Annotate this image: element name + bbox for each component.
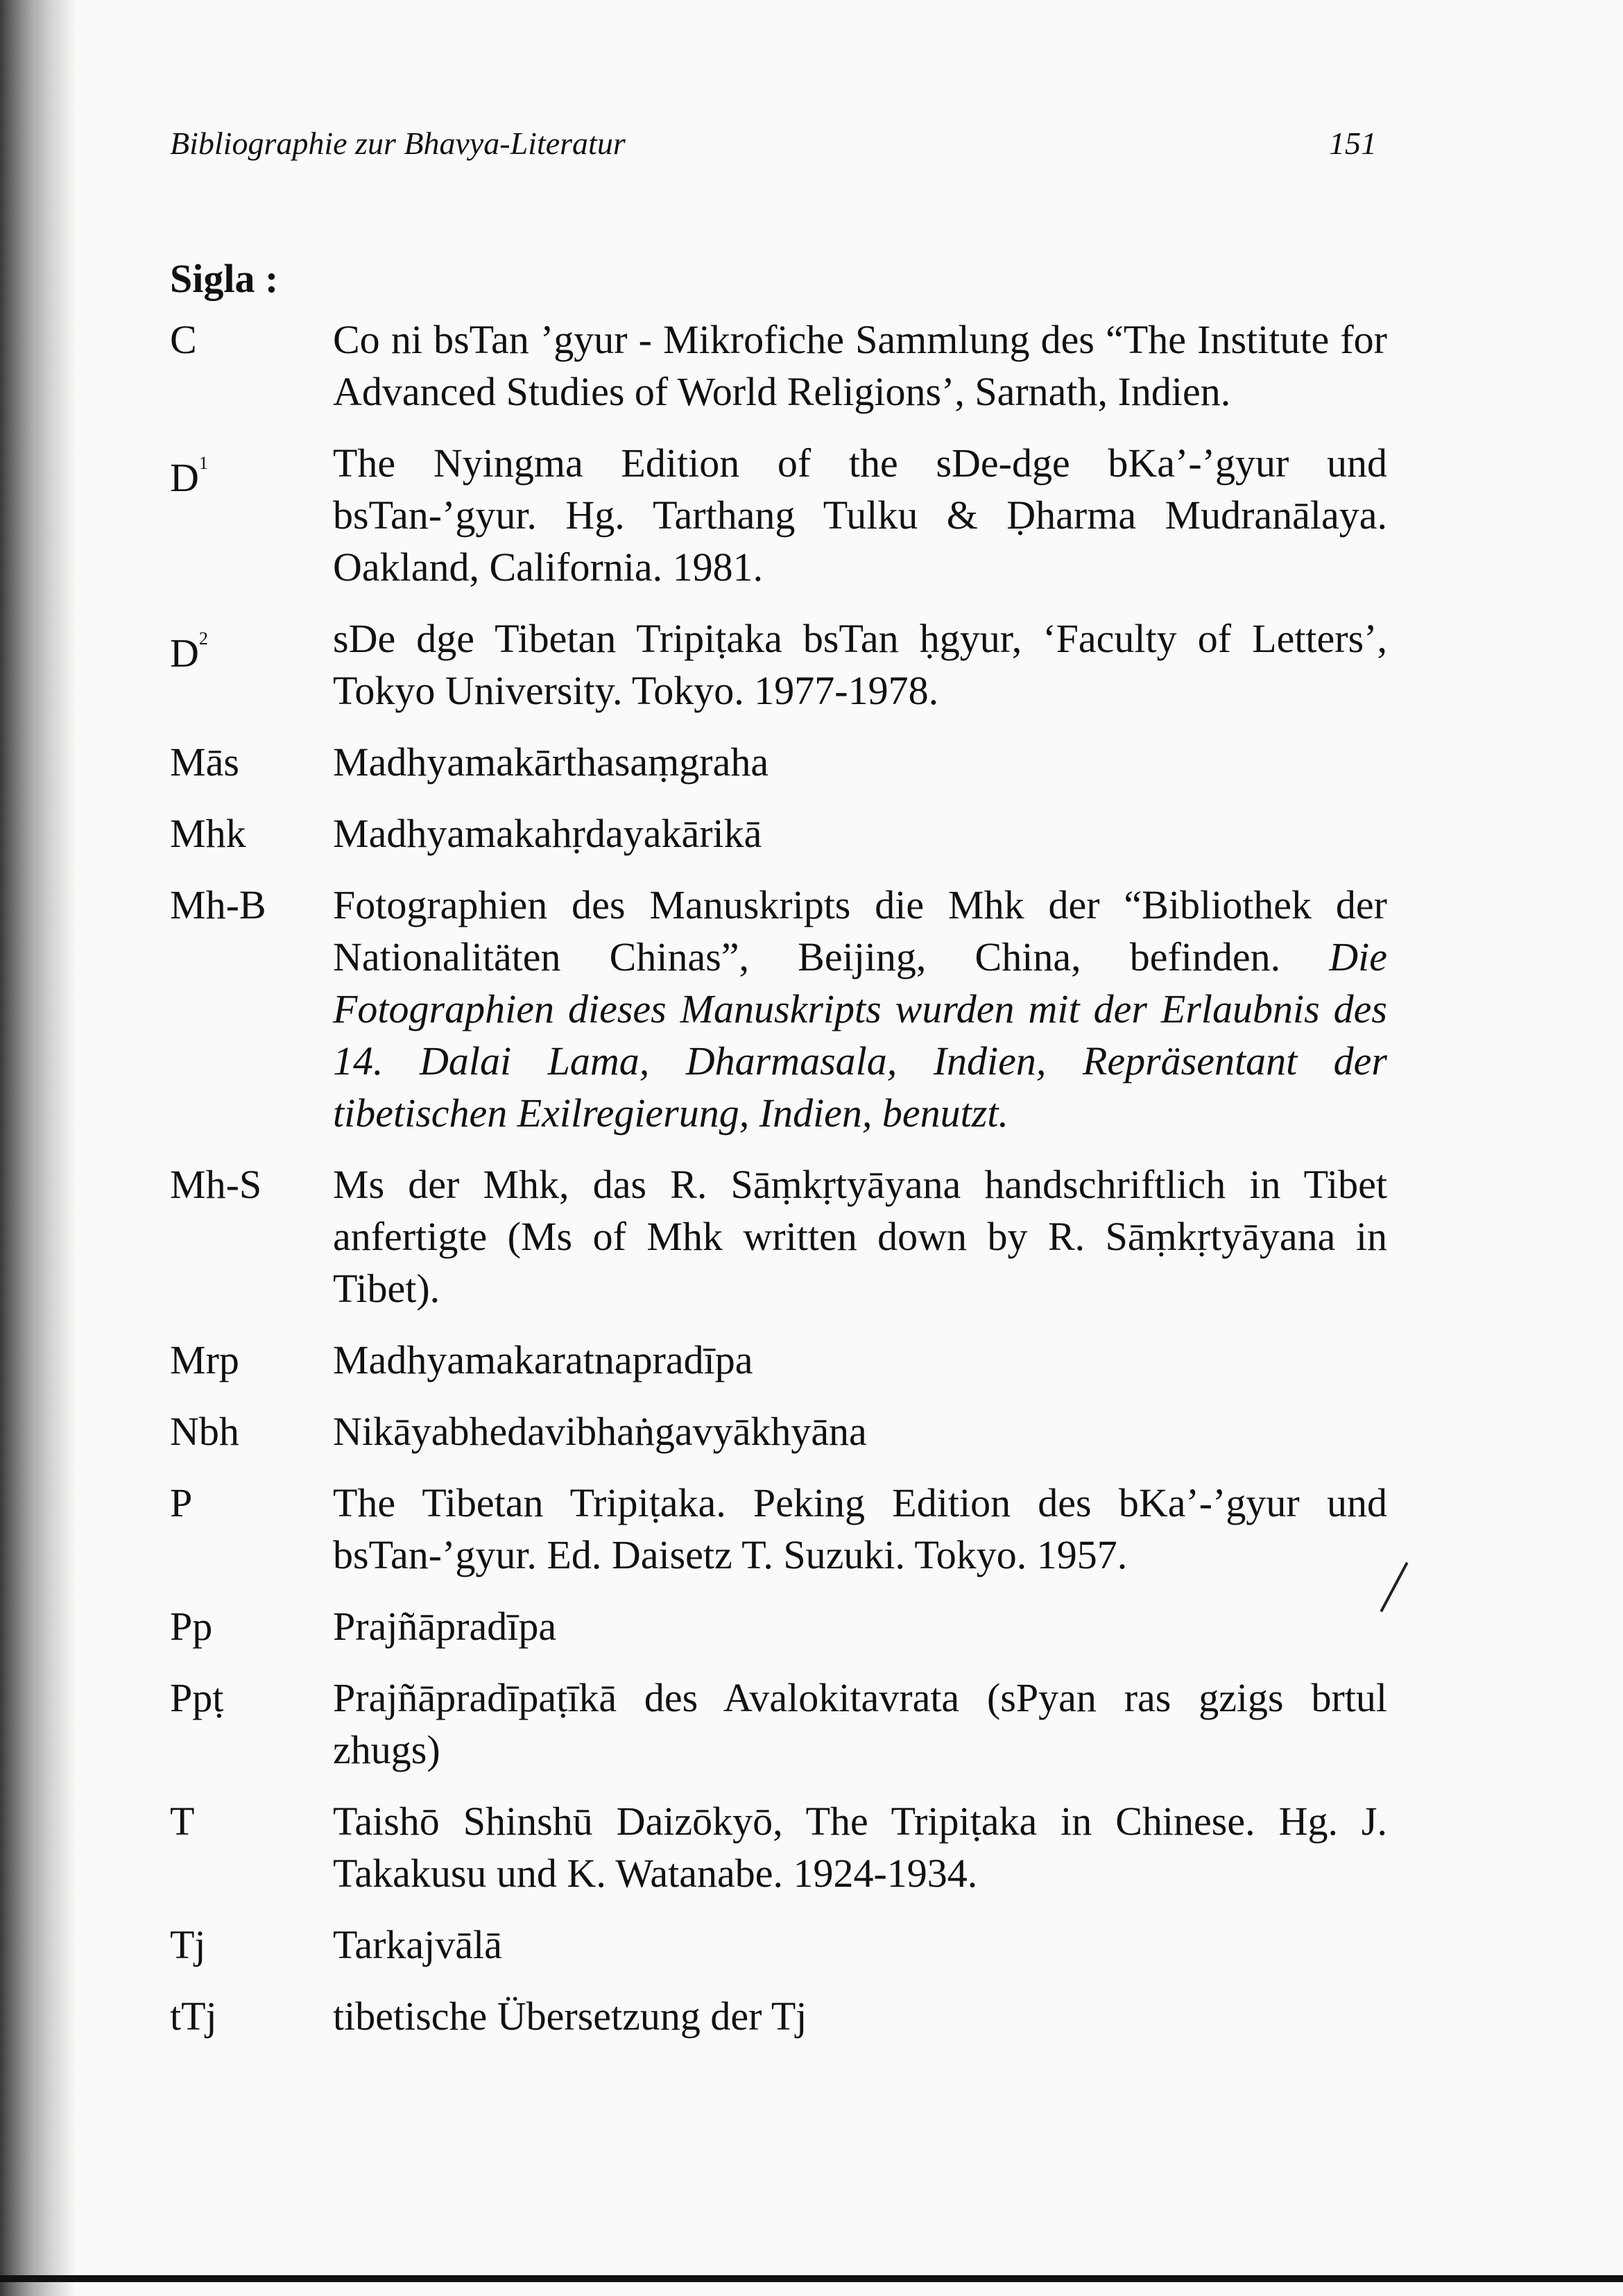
sigla-abbreviation [170,612,333,717]
abbreviation-superscript: 2 [198,628,208,649]
description-text: tibetische Übersetzung der Tj [333,1994,807,2039]
sigla-description [333,807,1387,859]
abbreviation-text: Mh-B [170,882,266,927]
description-text: Tarkajvālā [333,1922,502,1967]
sigla-description [333,1795,1387,1899]
abbreviation-text: Mrp [170,1337,239,1382]
sigla-abbreviation [170,879,333,1139]
description-italic-note: Die Fotographien dieses Manuskripts wurden mit der Erlaubnis des 14. Dalai Lama, Dharmasala, Indien, Repräsentant der tibetischen Exilregierung, Indien, benutzt. [333,934,1387,1136]
sigla-description [333,1600,1387,1652]
sigla-abbreviation [170,1158,333,1314]
sigla-abbreviation [170,1334,333,1386]
sigla-entry [170,1334,1387,1386]
sigla-abbreviation [170,314,333,418]
sigla-entry [170,1919,1387,1971]
sigla-description [333,437,1387,593]
sigla-abbreviation [170,437,333,593]
abbreviation-text: T [170,1799,195,1844]
sigla-description [333,879,1387,1139]
sigla-entry [170,1405,1387,1457]
description-text: Fotographien des Manuskripts die Mhk der “Bibliothek der Nationalitäten Chinas”, Beijing, China, befinden. [333,882,1387,979]
description-text: Madhyamakaratnapradīpa [333,1337,753,1382]
sigla-abbreviation [170,807,333,859]
sigla-entry [170,437,1387,593]
abbreviation-text: Pp [170,1604,213,1649]
sigla-description [333,1334,1387,1386]
sigla-abbreviation [170,1405,333,1457]
description-text: The Nyingma Edition of the sDe-dge bKa’-’gyur und bsTan-’gyur. Hg. Tarthang Tulku & Ḍharma Mudranālaya. Oakland, California. 1981. [333,440,1387,590]
sigla-entry [170,612,1387,717]
sigla-abbreviation [170,736,333,788]
sigla-description [333,1919,1387,1971]
abbreviation-text: Nbh [170,1409,239,1454]
description-text: Taishō Shinshū Daizōkyō, The Tripiṭaka in Chinese. Hg. J. Takakusu und K. Watanabe. 1924-1934. [333,1799,1387,1896]
abbreviation-text: Tj [170,1922,206,1967]
sigla-description [333,736,1387,788]
description-text: Madhyamakahṛdayakārikā [333,811,762,856]
page-number: 151 [1329,126,1377,161]
sigla-entry [170,879,1387,1139]
sigla-abbreviation [170,1672,333,1776]
abbreviation-text: tTj [170,1994,217,2039]
sigla-description [333,1158,1387,1314]
sigla-entry [170,736,1387,788]
abbreviation-text: Mh-S [170,1162,262,1207]
sigla-abbreviation [170,1477,333,1581]
running-head [170,125,1384,173]
abbreviation-text: D [170,455,199,500]
abbreviation-text: P [170,1480,193,1525]
sigla-description [333,1990,1387,2042]
sigla-description [333,314,1387,418]
sigla-abbreviation [170,1919,333,1971]
abbreviation-text: Ppṭ [170,1675,224,1720]
sigla-abbreviation [170,1795,333,1899]
sigla-entry [170,1990,1387,2042]
sigla-abbreviation [170,1600,333,1652]
section-heading: Sigla : [170,256,279,301]
description-text: sDe dge Tibetan Tripiṭaka bsTan ḥgyur, ‘Faculty of Letters’, Tokyo University. Tokyo. 1977-1978. [333,616,1387,713]
sigla-entry [170,807,1387,859]
description-text: The Tibetan Tripiṭaka. Peking Edition des bKa’-’gyur und bsTan-’gyur. Ed. Daisetz T. Suzuki. Tokyo. 1957. [333,1480,1387,1577]
sigla-entry [170,1672,1387,1776]
sigla-entry [170,1600,1387,1652]
description-text: Nikāyabhedavibhaṅgavyākhyāna [333,1409,867,1454]
abbreviation-text: Mās [170,739,239,785]
sigla-entry [170,1795,1387,1899]
running-head-title: Bibliographie zur Bhavya-Literatur [170,126,626,161]
sigla-abbreviation [170,1990,333,2042]
bottom-rule [0,2275,1623,2282]
sigla-description [333,1672,1387,1776]
sigla-entry [170,1158,1387,1314]
description-text: Prajñāpradīpaṭīkā des Avalokitavrata (sPyan ras gzigs brtul zhugs) [333,1675,1387,1772]
sigla-list [170,314,1387,2062]
book-binding-shadow [0,0,76,2296]
abbreviation-text: C [170,317,197,362]
sigla-entry [170,314,1387,418]
abbreviation-superscript: 1 [198,453,208,473]
sigla-description [333,612,1387,717]
abbreviation-text: D [170,631,199,676]
description-text: Madhyamakārthasaṃgraha [333,739,769,785]
sigla-description [333,1405,1387,1457]
sigla-description [333,1477,1387,1581]
description-text: Prajñāpradīpa [333,1604,557,1649]
sigla-entry [170,1477,1387,1581]
abbreviation-text: Mhk [170,811,246,856]
description-text: Ms der Mhk, das R. Sāṃkṛtyāyana handschriftlich in Tibet anfertigte (Ms of Mhk written down by R. Sāṃkṛtyāyana in Tibet). [333,1162,1387,1311]
description-text: Co ni bsTan ’gyur - Mikrofiche Sammlung des “The Institute for Advanced Studies of World Religions’, Sarnath, Indien. [333,317,1387,414]
